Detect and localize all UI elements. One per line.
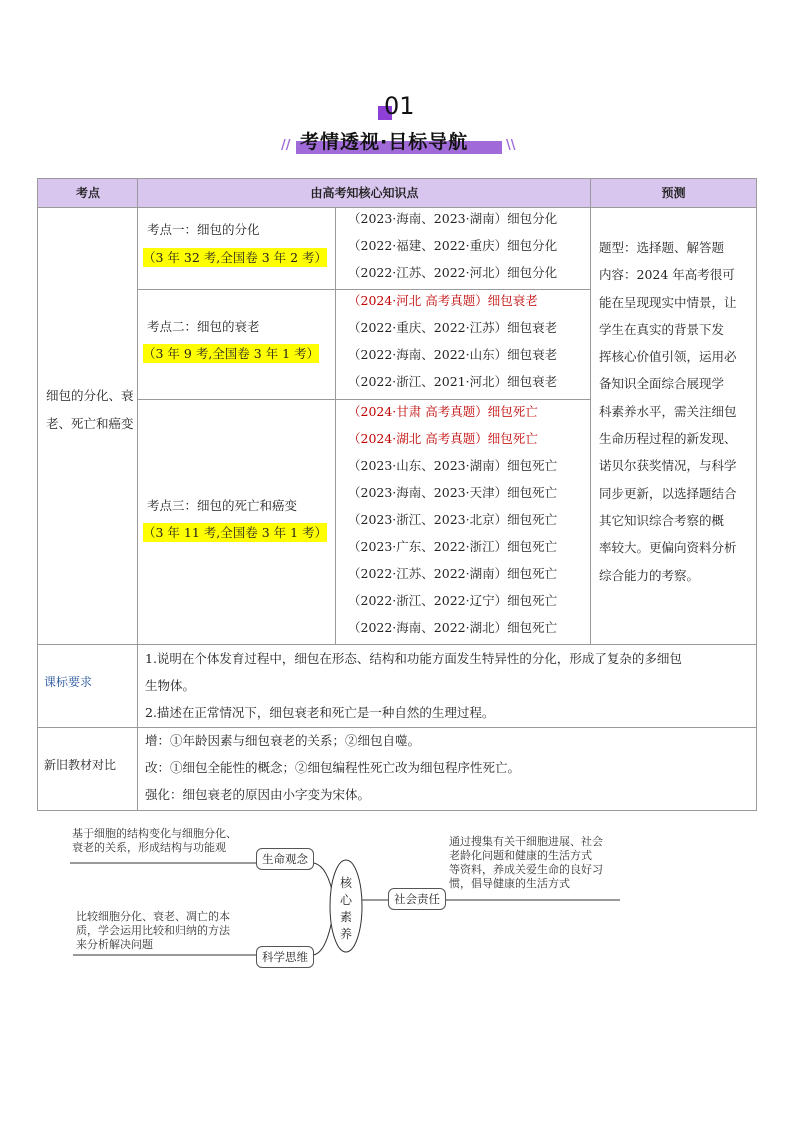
col-header-prediction: 预测 [590,178,757,208]
source-line: （2022·浙江、2022·辽宁）细包死亡 [348,593,558,608]
source-line-recent: （2024·湖北 高考真题）细包死亡 [348,431,538,446]
scientific-thinking-description: 比较细胞分化、衰老、凋亡的本 质，学会运用比较和归纳的方法 来分析解决问题 [76,910,230,951]
source-line: （2022·海南、2022·山东）细包衰老 [348,347,558,362]
point-two-name: 考点二：细包的衰老 [147,319,260,334]
social-responsibility-node: 社会责任 [388,888,446,910]
source-line-recent: （2024·河北 高考真题）细包衰老 [348,293,538,308]
scientific-thinking-node: 科学思维 [256,946,314,968]
point-three-cell [137,399,336,645]
curriculum-label-cell [37,644,138,728]
point-three-name: 考点三：细包的死亡和癌变 [147,498,298,513]
mindmap-center-label: 核 心 素 养 [339,876,352,941]
col-header-topic: 考点 [37,178,138,208]
source-line-recent: （2024·甘肃 高考真题）细包死亡 [348,404,538,419]
compare-content-cell [137,727,757,811]
source-line: （2022·江苏、2022·湖南）细包死亡 [348,566,558,581]
source-line: （2023·海南、2023·湖南）细包分化 [348,211,558,226]
point-three-stat: （3 年 11 考,全国卷 3 年 1 考） [143,525,328,540]
point-two-cell [137,289,336,400]
compare-label: 新旧教材对比 [44,758,117,772]
curriculum-content-cell [137,644,757,728]
point-two-stat: （3 年 9 考,全国卷 3 年 1 考） [143,346,320,361]
title-right-decoration: \\ [506,138,516,153]
point-one-cell [137,207,336,290]
life-concept-description: 基于细胞的结构变化与细胞分化、 衰老的关系，形成结构与功能观 [72,827,237,854]
prediction-text: 题型：选择题、解答题 内容：2024 年高考很可 能在呈现现实中情景，让 学生在真实的背景下发 挥核心价值引领，运用必 备知识全面综合展现学 科素养水平，需关注细包 生命历程过程的新发现、 诺贝尔获奖情况，与科学 同步更新，以选择题结合 其它知识综合考察的概 率较大。更偏向资料分析 综合能力的考察。 [599,240,737,583]
source-line: （2022·浙江、2021·河北）细包衰老 [348,374,558,389]
point-one-name: 考点一：细包的分化 [147,222,260,237]
source-line: （2022·海南、2022·湖北）细包死亡 [348,620,558,635]
curriculum-label: 课标要求 [44,675,93,689]
topic-cell [37,207,138,645]
page-title: 考情透视·目标导航 [300,131,469,153]
social-responsibility-description: 通过搜集有关干细胞进展、社会 老龄化问题和健康的生活方式 等资料，养成关爱生命的良好习 惯，倡导健康的生活方式 [449,835,603,890]
source-line: （2023·浙江、2023·北京）细包死亡 [348,512,558,527]
point-one-stat: （3 年 32 考,全国卷 3 年 2 考） [143,250,328,265]
curriculum-text: 1.说明在个体发育过程中，细包在形态、结构和功能方面发生特异性的分化，形成了复杂的多细包 生物体。 2.描述在正常情况下，细包衰老和死亡是一种自然的生理过程。 [145,651,682,720]
compare-label-cell [37,727,138,811]
life-concept-node: 生命观念 [256,848,314,870]
prediction-cell [590,207,757,645]
source-line: （2022·福建、2022·重庆）细包分化 [348,238,558,253]
section-number: 01 [384,92,415,120]
compare-text: 增：①年龄因素与细包衰老的关系；②细包自噬。 改：①细包全能性的概念；②细包编程性死亡改为细包程序性死亡。 强化：细包衰老的原因由小字变为宋体。 [145,733,521,802]
topic-text: 细包的分化、衰老、死亡和癌变 [46,388,134,431]
col-header-knowledge: 由高考知核心知识点 [137,178,591,208]
source-line: （2023·山东、2023·湖南）细包死亡 [348,458,558,473]
source-line: （2023·海南、2023·天津）细包死亡 [348,485,558,500]
source-line: （2023·广东、2022·浙江）细包死亡 [348,539,558,554]
source-line: （2022·重庆、2022·江苏）细包衰老 [348,320,558,335]
title-left-decoration: // [281,138,291,153]
source-line: （2022·江苏、2022·河北）细包分化 [348,265,558,280]
